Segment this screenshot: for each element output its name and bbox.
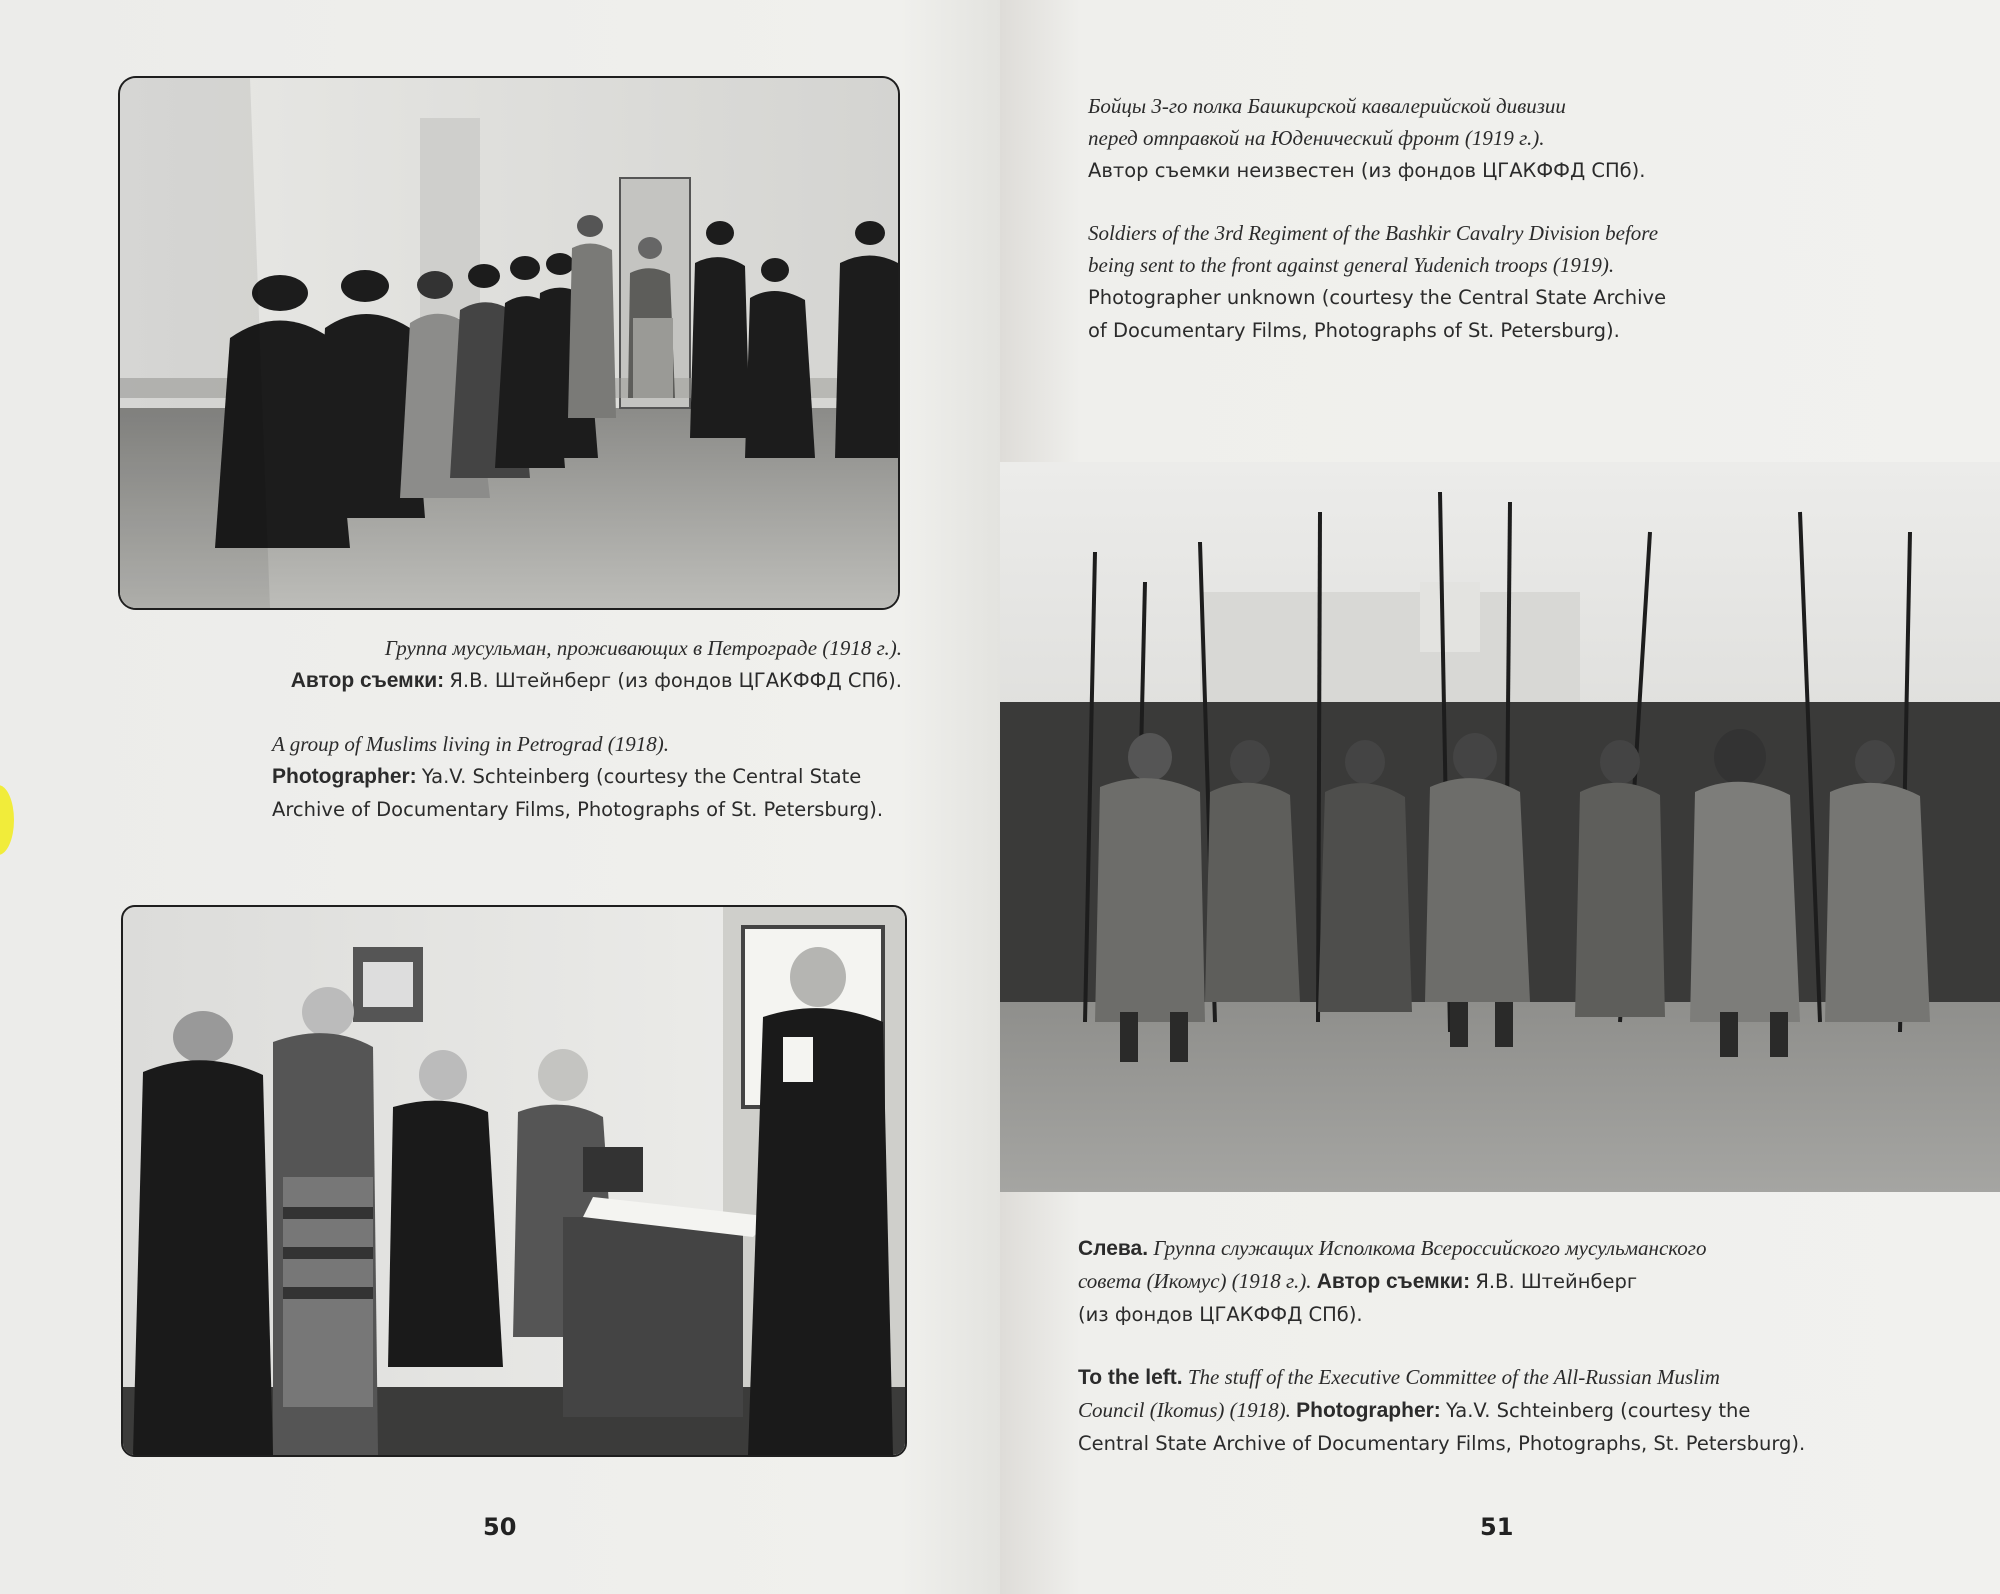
caption-ikomus-en-line2: Council (Ikomus) (1918). [1078,1398,1291,1422]
caption-muslims-group [272,632,902,697]
caption-bashkir-ru-line3: Автор съемки неизвестен (из фондов ЦГАКФФД СПб). [1088,159,1646,182]
caption-bashkir-soldiers [1088,90,1748,347]
caption-ikomus-ru-line2: совета (Икомус) (1918 г.). [1078,1269,1312,1293]
caption-ikomus-en-line1: The stuff of the Executive Committee of the All-Russian Muslim [1187,1365,1720,1389]
caption-ikomus-ru-line1: Группа служащих Исполкома Всероссийского мусульманского [1153,1236,1707,1260]
caption-bashkir-en-line2: being sent to the front against general Yudenich troops (1919). [1088,253,1615,277]
highlight-mark [0,785,14,855]
caption-ru-author-label: Автор съемки: [290,669,445,692]
caption-ikomus-en-author-text: Ya.V. Schteinberg (courtesy the [1446,1399,1751,1422]
caption-ikomus-en-author-label: Photographer: [1296,1399,1441,1422]
caption-en-author-line1: Ya.V. Schteinberg (courtesy the Central State [421,765,862,788]
caption-bashkir-en-line1: Soldiers of the 3rd Regiment of the Bashkir Cavalry Division before [1088,221,1659,245]
caption-en-title: A group of Muslims living in Petrograd (1918). [272,732,670,756]
group-seated-muslims-photo-icon [120,78,898,608]
caption-ikomus-ru-line3: (из фондов ЦГАКФФД СПб). [1078,1303,1363,1326]
left-page-number: 50 [483,1513,517,1541]
cavalry-soldiers-with-lances-photo-icon [1000,462,2000,1192]
caption-en-author-line2: Archive of Documentary Films, Photographs of St. Petersburg). [272,798,884,821]
caption-ikomus-staff [1078,1232,1850,1460]
right-page-number: 51 [1480,1513,1514,1541]
caption-ikomus-ru-author-text: Я.В. Штейнберг [1475,1270,1638,1293]
caption-en-author-label: Photographer: [272,765,417,788]
caption-ikomus-ru-author-label: Автор съемки: [1316,1270,1471,1293]
photo-ikomus-staff [121,905,907,1457]
caption-bashkir-ru-line2: перед отправкой на Юденический фронт (1919 г.). [1088,126,1545,150]
caption-bashkir-en-line3: Photographer unknown (courtesy the Central State Archive [1088,286,1667,309]
caption-ru-title: Группа мусульман, проживающих в Петрограде (1918 г.). [384,636,902,660]
caption-bashkir-ru-line1: Бойцы 3-го полка Башкирской кавалерийской дивизии [1088,94,1566,118]
caption-muslims-group-en [272,728,912,826]
caption-bashkir-en-line4: of Documentary Films, Photographs of St. Petersburg). [1088,319,1620,342]
caption-ikomus-en-line3: Central State Archive of Documentary Films, Photographs, St. Petersburg). [1078,1432,1806,1455]
photo-bashkir-soldiers [1000,462,2000,1192]
photo-muslims-group [118,76,900,610]
office-staff-typewriter-photo-icon [123,907,905,1455]
caption-ikomus-en-lead: To the left. [1078,1366,1183,1389]
right-page [1000,0,2000,1594]
caption-ikomus-ru-lead: Слева. [1078,1237,1149,1260]
caption-ru-author-text: Я.В. Штейнберг (из фондов ЦГАКФФД СПб). [449,669,902,692]
